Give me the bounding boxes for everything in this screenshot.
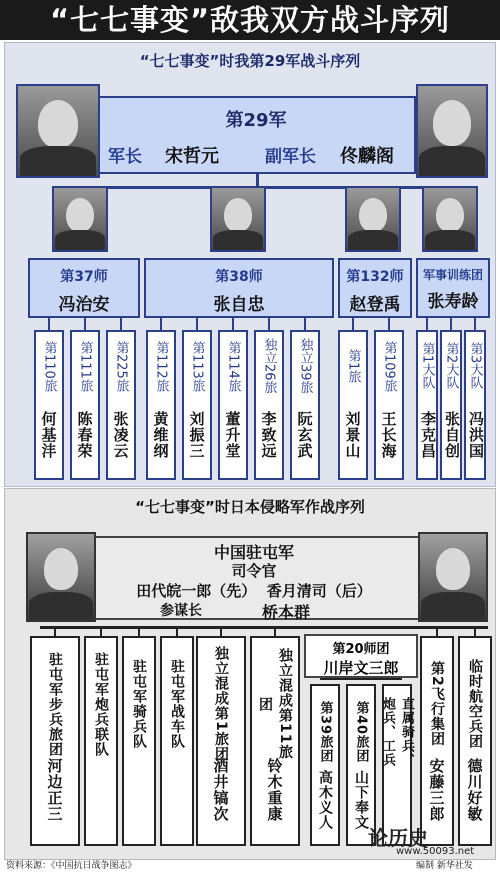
portrait-feng-zhian: [52, 186, 108, 252]
footer: [0, 860, 500, 873]
japan-unit-name: 独立混成第11旅团: [257, 648, 293, 760]
japan-unit-box: [458, 636, 492, 846]
connector: [268, 318, 270, 330]
connector: [274, 626, 276, 636]
portrait-zhang-zizhong: [210, 186, 266, 252]
japan-unit-name: 独立混成第1旅团: [213, 646, 229, 762]
connector: [120, 318, 122, 330]
commander-title: 军长: [108, 147, 142, 167]
division-132-box: [338, 258, 412, 318]
brigade-commander: 董升堂: [223, 411, 242, 459]
brigade-commander: 刘景山: [343, 411, 362, 459]
division-20-subunit: 第39旅团: [317, 700, 333, 764]
brigade-unit: 第3大队: [467, 342, 483, 390]
brigade-commander: 刘振三: [187, 411, 206, 459]
division-20-title: 第20师团: [332, 642, 390, 657]
division-20-subunit-commander: 山下奉文: [353, 770, 369, 830]
division-commander: 冯治安: [58, 295, 110, 315]
page-title: “七七事变”敌我双方战斗序列: [0, 0, 500, 40]
connector: [100, 626, 102, 636]
japan-unit-box: [420, 636, 454, 846]
japan-unit-commander: 酒井镐次: [211, 758, 230, 822]
japan-unit-box: [122, 636, 156, 846]
division-20-commander: 川岸文三郎: [323, 659, 399, 677]
source-text: 资料来源：《中国抗日战争图志》: [6, 861, 137, 871]
connector: [304, 318, 306, 330]
brigade-commander: 张凌云: [111, 411, 130, 459]
connector: [138, 626, 140, 636]
training-corps-box: [416, 258, 490, 318]
connector: [220, 626, 222, 636]
japan-unit-name: 驻屯军步兵旅团: [47, 651, 63, 757]
watermark-site: www.50093.net: [396, 846, 475, 857]
division-20-subunit: 第40旅团: [353, 700, 369, 764]
connector: [84, 318, 86, 330]
japan-unit-box: [160, 636, 194, 846]
japan-unit-box: [84, 636, 118, 846]
commander-name: 宋哲元: [165, 146, 219, 167]
japan-unit-name: 驻屯军战车队: [169, 659, 185, 749]
brigade-box: [440, 330, 462, 480]
watermark-text: 论历史: [368, 826, 428, 850]
brigade-unit: 第111旅: [77, 340, 93, 392]
portrait-song-zheyuan: [16, 84, 100, 178]
brigade-box: [70, 330, 100, 480]
division-20-subunit: 直属骑兵、炮兵、工兵: [380, 697, 414, 767]
brigade-box: [182, 330, 212, 480]
brigade-box: [254, 330, 284, 480]
japan-unit-commander: 德川好敏: [465, 758, 484, 822]
connector: [40, 626, 488, 629]
brigade-box: [416, 330, 438, 480]
connector: [54, 626, 56, 636]
japan-unit-name: 第2飞行集团: [429, 661, 445, 747]
division-commander: 赵登禹: [349, 295, 401, 315]
connector: [320, 678, 402, 680]
connector: [388, 318, 390, 330]
division-20-box: [304, 634, 418, 678]
vice-commander-title: 副军长: [265, 147, 316, 167]
connector: [436, 626, 438, 636]
army-29-title: 第29军: [225, 110, 287, 131]
brigade-unit: 第110旅: [41, 340, 57, 392]
brigade-unit: 第225旅: [113, 340, 129, 392]
japan-unit-box: [250, 636, 300, 846]
brigade-box: [338, 330, 368, 480]
division-38-box: [144, 258, 334, 318]
brigade-box: [146, 330, 176, 480]
brigade-unit: 第113旅: [189, 340, 205, 392]
division-commander: 张寿龄: [427, 292, 479, 312]
portrait-katsuki: [418, 532, 488, 622]
credit-text: 编制 新华社发: [416, 861, 473, 871]
division-title: 军事训练团: [422, 268, 483, 282]
portrait-tong-linge: [416, 84, 488, 178]
connector: [450, 318, 452, 330]
division-title: 第38师: [215, 269, 263, 285]
brigade-box: [218, 330, 248, 480]
connector: [48, 318, 50, 330]
japan-unit-box: [30, 636, 80, 846]
brigade-commander: 黄维纲: [151, 411, 170, 459]
connector: [474, 318, 476, 330]
brigade-unit: 独立26旅: [261, 338, 277, 394]
connector: [176, 626, 178, 636]
vice-commander-name: 佟麟阁: [340, 146, 394, 167]
brigade-unit: 第109旅: [381, 340, 397, 392]
brigade-commander: 王长海: [379, 411, 398, 459]
japan-commander-title: 司令官: [231, 562, 277, 580]
japan-army-title: 中国驻屯军: [213, 543, 294, 562]
china-subtitle: “七七事变”时我第29军战斗序列: [139, 52, 361, 70]
brigade-commander: 冯洪国: [467, 411, 485, 459]
japan-commanders: 田代皖一郎（先） 香月清司（后）: [136, 582, 372, 600]
brigade-unit: 第1大队: [419, 342, 435, 390]
japan-unit-commander: 河边正三: [45, 758, 64, 822]
division-37-box: [28, 258, 140, 318]
portrait-tashiro: [26, 532, 96, 622]
brigade-commander: 陈春荣: [75, 411, 94, 459]
brigade-commander: 李致远: [259, 411, 278, 459]
division-commander: 张自忠: [213, 295, 265, 315]
connector: [232, 318, 234, 330]
japan-unit-name: 驻屯军炮兵联队: [93, 651, 109, 757]
portrait-zhao-dengyu: [345, 186, 401, 252]
brigade-unit: 第1旅: [345, 348, 361, 384]
brigade-commander: 阮玄武: [295, 411, 314, 459]
brigade-box: [290, 330, 320, 480]
division-20-subunit-commander: 高木义人: [317, 770, 333, 830]
connector: [474, 626, 476, 636]
brigade-box: [34, 330, 64, 480]
division-title: 第132师: [346, 269, 404, 285]
japan-unit-commander: 铃木重康: [265, 758, 284, 822]
japan-unit-box: [196, 636, 246, 846]
japan-unit-name: 临时航空兵团: [467, 659, 483, 749]
connector: [160, 318, 162, 330]
japan-staff-name: 桥本群: [262, 603, 311, 622]
brigade-unit: 第114旅: [225, 340, 241, 392]
connector: [196, 318, 198, 330]
brigade-commander: 李克昌: [419, 411, 437, 459]
connector: [426, 318, 428, 330]
brigade-commander: 张自创: [443, 411, 461, 459]
division-20-subunit-box: [310, 684, 340, 846]
brigade-unit: 第2大队: [443, 342, 459, 390]
division-title: 第37师: [60, 269, 108, 285]
brigade-box: [464, 330, 486, 480]
japan-unit-commander: 安藤三郎: [427, 758, 446, 822]
brigade-box: [106, 330, 136, 480]
brigade-commander: 何基沣: [39, 411, 58, 459]
japan-unit-name: 驻屯军骑兵队: [131, 659, 147, 749]
connector: [352, 318, 354, 330]
brigade-unit: 第112旅: [153, 340, 169, 392]
brigade-unit: 独立39旅: [297, 338, 313, 394]
portrait-zhang-shouling: [422, 186, 478, 252]
japan-staff-title: 参谋长: [160, 603, 202, 619]
brigade-box: [374, 330, 404, 480]
japan-subtitle: “七七事变”时日本侵略军作战序列: [135, 498, 365, 516]
